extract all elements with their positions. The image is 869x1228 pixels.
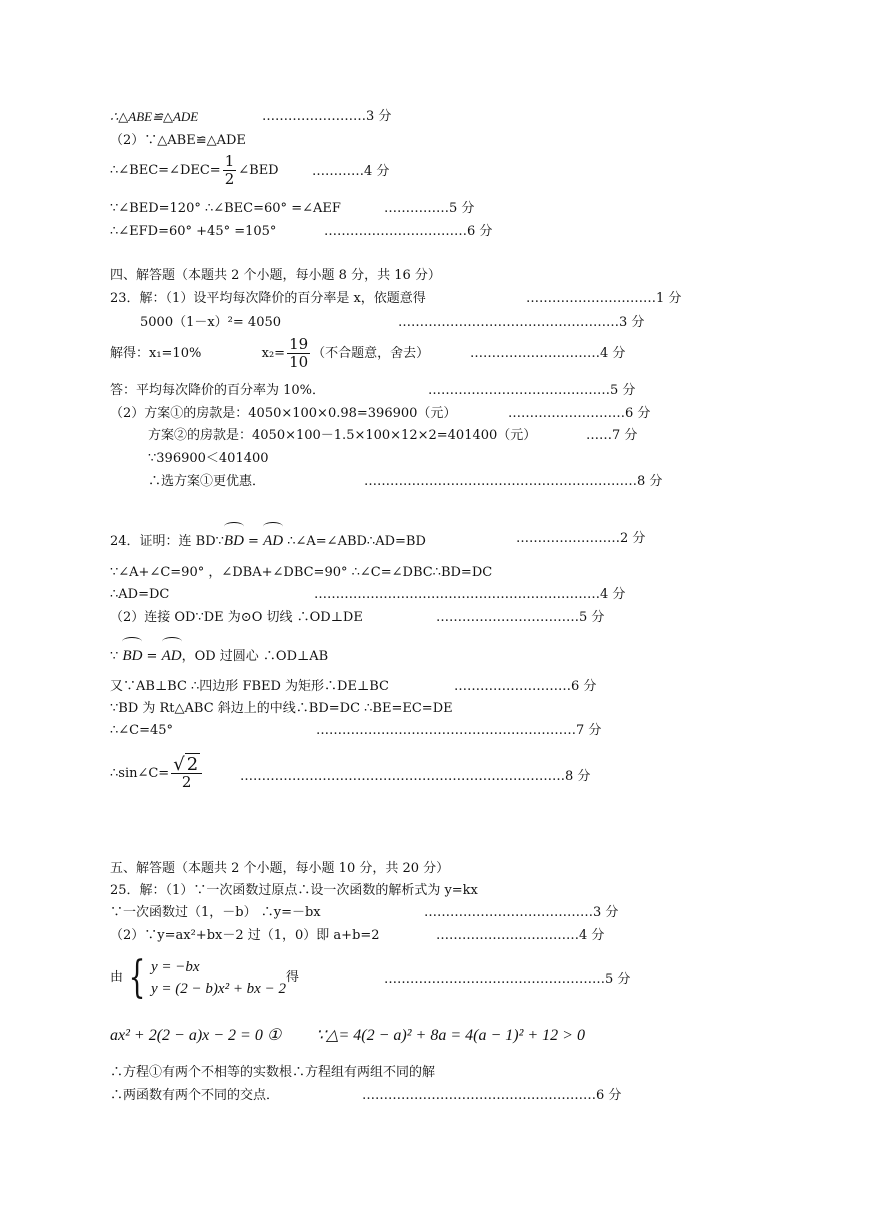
fraction-den: 10: [289, 353, 309, 371]
q24-line-2: ∵∠A+∠C=90° ，∠DBA+∠DBC=90° ∴∠C=∠DBC∴BD=DC: [110, 565, 493, 580]
q25-equation-1: ax² + 2(2 − a)x − 2 = 0 ①: [110, 1027, 282, 1044]
q23-solution: [110, 334, 429, 374]
section-4-title: 四、解答题（本题共 2 个小题，每小题 8 分，共 16 分）: [110, 268, 441, 283]
q23-x2-label: x₂=: [261, 346, 286, 361]
q24-l5-pre: ∵: [110, 649, 123, 664]
arc-ad: AD: [263, 522, 283, 556]
q23-equation: 5000（1－x）²= 4050: [140, 315, 282, 330]
fraction-den: 2: [224, 170, 235, 188]
q23-statement: 23．解：（1）设平均每次降价的百分率是 x，依题意得: [110, 291, 426, 306]
equation-system: [151, 956, 286, 1000]
score-3: ……………………3 分: [262, 109, 392, 124]
fraction-19-10: [287, 336, 310, 371]
line-angle-half: [110, 152, 279, 190]
q25-score-3: …………………………………3 分: [424, 905, 619, 920]
q24-score-5: ……………………………5 分: [436, 610, 605, 625]
q23-score-5: ……………………………………5 分: [428, 383, 636, 398]
system-eq-1: y = −bx: [151, 958, 200, 975]
q25-discriminant: ∵△= 4(2 − a)² + 8a = 4(a − 1)² + 12 > 0: [316, 1027, 585, 1044]
q23-score-7: ……7 分: [586, 428, 638, 443]
line-congruence-2: （2）∵△ABE≌△ADE: [110, 133, 246, 148]
radicand: 2: [186, 754, 199, 776]
q25-score-6: ………………………………………………6 分: [362, 1088, 622, 1103]
q24-line-8: ∴∠C=45°: [110, 723, 174, 738]
fraction-den: 2: [181, 773, 192, 792]
q23-reject: （不合题意，舍去）: [312, 346, 430, 361]
q24-score-8: …………………………………………………………………8 分: [240, 769, 591, 784]
arc-ad-2: AD: [162, 637, 182, 671]
q24-line-4: （2）连接 OD∵DE 为⊙O 切线 ∴OD⊥DE: [110, 610, 363, 625]
q25-line-3: （2）∵y=ax²+bx－2 过（1，0）即 a+b=2: [110, 928, 380, 943]
q24-post: ∴∠A=∠ABD∴AD=BD: [283, 534, 426, 549]
q25-sys-pre: 由: [110, 970, 124, 985]
q25-score-5: ……………………………………………5 分: [384, 972, 631, 987]
section-5-title: 五、解答题（本题共 2 个小题，每小题 10 分，共 20 分）: [110, 861, 450, 876]
line-angle-efd: ∴∠EFD=60° +45° =105°: [110, 224, 277, 239]
q24-line-6: 又∵AB⊥BC ∴四边形 FBED 为矩形∴DE⊥BC: [110, 679, 389, 694]
q23-score-3: ……………………………………………3 分: [398, 315, 645, 330]
q25-line-6: ∴方程①有两个不相等的实数根∴方程组有两组不同的解: [110, 1065, 436, 1080]
q24-line-3: ∴AD=DC: [110, 587, 170, 602]
fraction-one-half: [223, 153, 237, 188]
q23-choose: ∴选方案①更优惠．: [148, 474, 266, 489]
left-brace-icon: {: [128, 951, 146, 1003]
score-5: ……………5 分: [384, 201, 475, 216]
arc-bd: BD: [224, 522, 244, 556]
line-congruence-1: ∴△ABE≌△ADE: [110, 109, 199, 124]
q23-score-8: ………………………………………………………8 分: [364, 474, 663, 489]
fraction-sqrt2-over-2: [171, 756, 202, 792]
q24-sin: ∴sin∠C=: [110, 766, 170, 781]
q23-score-1: …………………………1 分: [526, 291, 682, 306]
q24-line-7: ∵BD 为 Rt△ABC 斜边上的中线∴BD=DC ∴BE=EC=DE: [110, 701, 453, 716]
q23-answer: 答：平均每次降价的百分率为 10%．: [110, 383, 326, 398]
fraction-num: [171, 756, 202, 775]
q25-score-4: ……………………………4 分: [436, 928, 605, 943]
q24-score-2: ……………………2 分: [516, 531, 646, 546]
q24-line-5: [110, 637, 328, 672]
q24-score-7: ……………………………………………………7 分: [316, 723, 602, 738]
q23-compare: ∵396900＜401400: [148, 451, 269, 466]
q24-l5-eq: =: [142, 649, 162, 664]
angle-half-pre: ∴∠BEC=∠DEC=: [110, 163, 221, 178]
angle-half-post: ∠BED: [238, 163, 279, 178]
q25-system: [110, 953, 299, 1003]
q24-score-6: ………………………6 分: [454, 679, 597, 694]
q25-line-1: 25．解：（1）∵一次函数过原点∴设一次函数的解析式为 y=kx: [110, 883, 478, 898]
sqrt-symbol: √ 2: [173, 754, 199, 776]
score-4: …………4 分: [312, 164, 390, 179]
q24-line-1: [110, 522, 426, 557]
fraction-num: 19: [289, 335, 309, 353]
q25-sys-post: 得: [285, 970, 299, 985]
q25-line-7: ∴两函数有两个不同的交点．: [110, 1088, 280, 1103]
fraction-num: 1: [224, 152, 235, 170]
q23-score-4: …………………………4 分: [470, 346, 626, 361]
system-eq-2: y = (2 − b)x² + bx − 2: [151, 980, 286, 997]
q23-x1: 解得：x₁=10%: [110, 346, 202, 361]
q25-line-2: ∵一次函数过（1，－b） ∴y=－bx: [110, 905, 321, 920]
q23-score-6: ………………………6 分: [508, 406, 651, 421]
q24-score-4: …………………………………………………………4 分: [314, 587, 626, 602]
q24-line-9: [110, 752, 204, 796]
q23-plan-2: 方案②的房款是：4050×100－1.5×100×12×2=401400（元）: [148, 428, 537, 443]
arc-bd-2: BD: [122, 637, 142, 671]
q24-pre: 24．证明：连 BD∵: [110, 534, 224, 549]
q24-eq: =: [243, 534, 264, 549]
score-6: ……………………………6 分: [324, 224, 493, 239]
q23-plan-1: （2）方案①的房款是：4050×100×0.98=396900（元）: [110, 406, 457, 421]
line-angle-bed: ∵∠BED=120° ∴∠BEC=60° =∠AEF: [110, 201, 341, 216]
q24-l5-post: ，OD 过圆心 ∴OD⊥AB: [181, 649, 329, 664]
